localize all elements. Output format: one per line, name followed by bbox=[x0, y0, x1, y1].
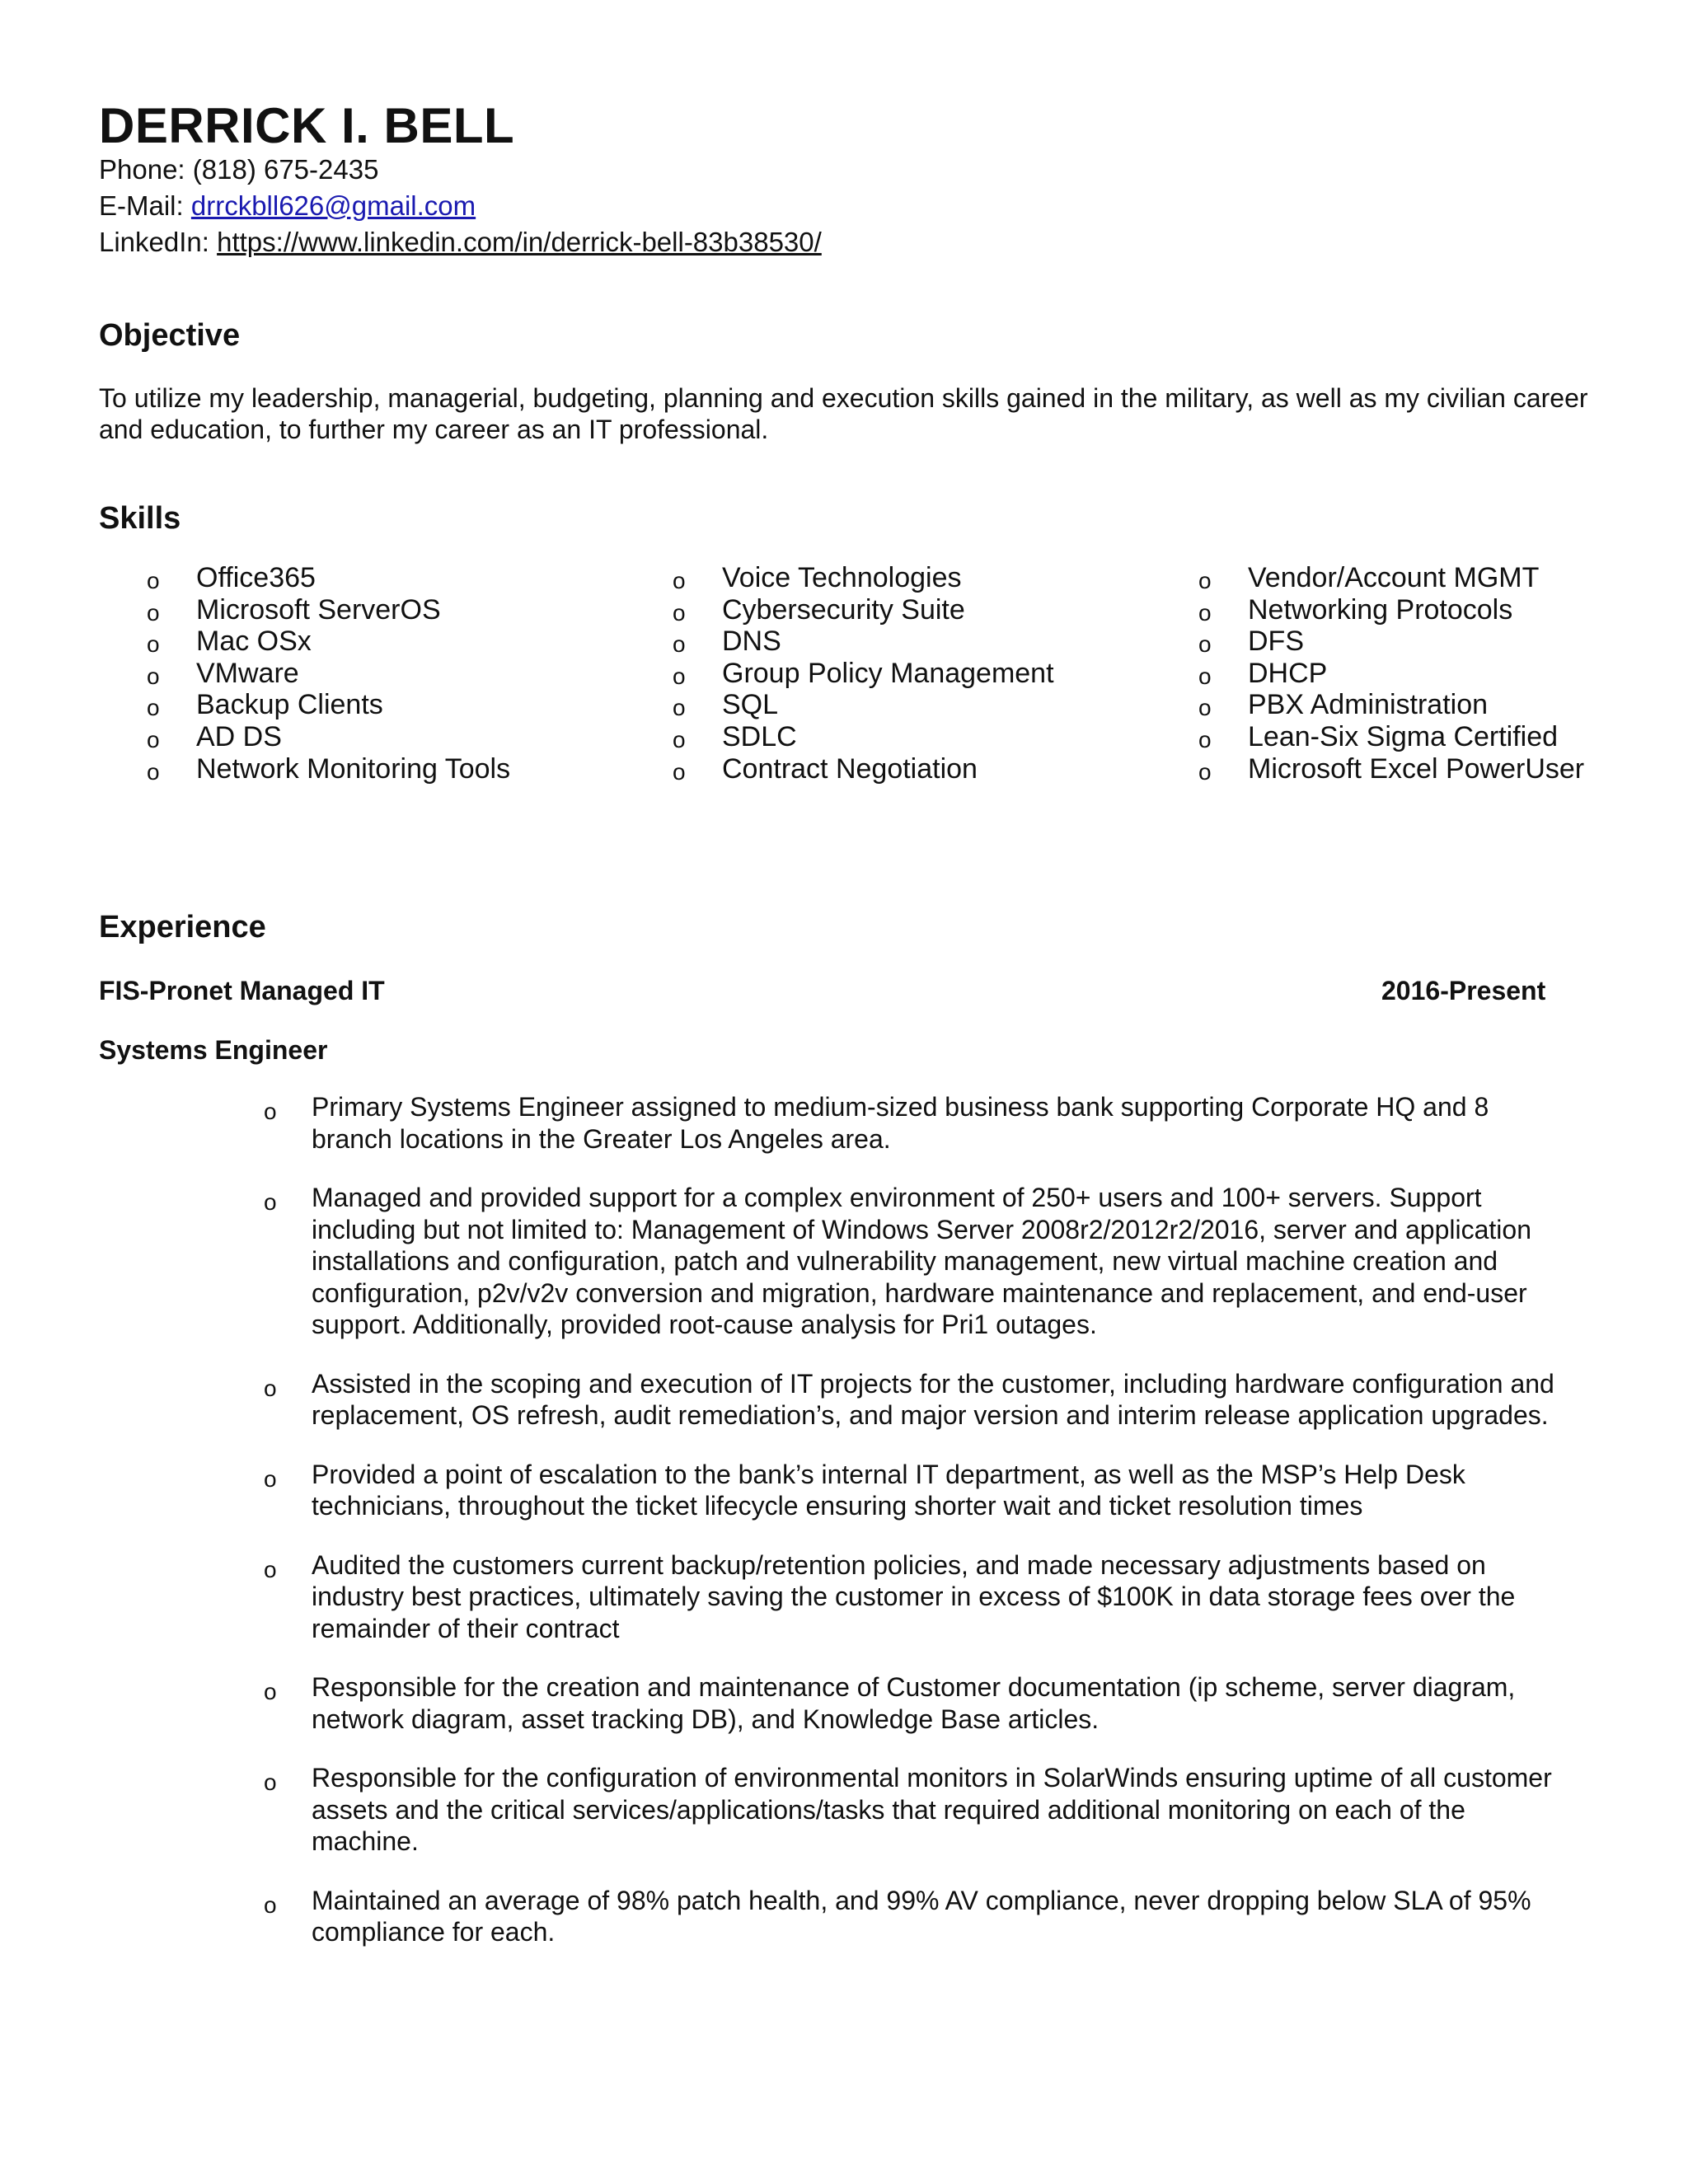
linkedin-line bbox=[99, 226, 822, 259]
skill-label: Cybersecurity Suite bbox=[722, 593, 965, 626]
skill-item bbox=[673, 658, 1054, 690]
bullet-circle-icon: o bbox=[1198, 599, 1212, 626]
skill-label: Networking Protocols bbox=[1248, 593, 1513, 626]
experience-bullet-text: Managed and provided support for a complex environment of 250+ users and 100+ servers. Support including but not limited to: Management of Windows Server 2008r2/2012r2/2016, server and application installations and configuration, patch and vulnerability management, new virtual machine creation and configuration, p2v/v2v conversion and migration, hardware maintenance and replacement, and end-user support. Additionally, provided root-cause analysis for Pri1 outages. bbox=[312, 1183, 1531, 1339]
bullet-circle-icon: o bbox=[147, 695, 160, 721]
skill-item bbox=[147, 562, 510, 594]
skill-label: Microsoft Excel PowerUser bbox=[1248, 752, 1585, 785]
bullet-circle-icon: o bbox=[1198, 568, 1212, 593]
skill-item bbox=[673, 626, 1054, 658]
bullet-circle-icon: o bbox=[1198, 631, 1212, 658]
experience-bullet-text: Provided a point of escalation to the bank’s internal IT department, as well as the MSP’s Help Desk technicians, throughout the ticket lifecycle ensuring shorter wait and ticket resolution times bbox=[312, 1459, 1465, 1521]
experience-bullet-text: Assisted in the scoping and execution of IT projects for the customer, including hardware configuration and replacement, OS refresh, audit remediation’s, and major version and interim release application upgrades. bbox=[312, 1368, 1554, 1430]
skill-item bbox=[1198, 721, 1584, 753]
experience-heading: Experience bbox=[99, 910, 266, 944]
bullet-circle-icon: o bbox=[264, 1769, 277, 1795]
skill-label: Lean-Six Sigma Certified bbox=[1248, 720, 1559, 752]
skill-item bbox=[673, 753, 1054, 785]
skill-item bbox=[147, 626, 510, 658]
skill-label: Contract Negotiation bbox=[722, 752, 978, 785]
job-title: Systems Engineer bbox=[99, 1035, 328, 1065]
company-name: FIS-Pronet Managed IT bbox=[99, 976, 385, 1005]
skill-label: Voice Technologies bbox=[722, 562, 962, 593]
skill-label: Mac OSx bbox=[196, 626, 312, 658]
skill-item bbox=[673, 721, 1054, 753]
experience-bullet-item bbox=[264, 1182, 1574, 1341]
skill-label: Backup Clients bbox=[196, 689, 383, 721]
bullet-circle-icon: o bbox=[673, 631, 686, 658]
skill-label: AD DS bbox=[196, 720, 282, 752]
job-dates: 2016-Present bbox=[1381, 976, 1546, 1005]
skill-label: Office365 bbox=[196, 562, 316, 593]
skill-label: SDLC bbox=[722, 720, 797, 752]
skill-label: DHCP bbox=[1248, 657, 1328, 689]
skills-column-2 bbox=[673, 562, 1054, 785]
email-link[interactable]: drrckbll626@gmail.com bbox=[190, 190, 476, 221]
experience-bullet-item bbox=[264, 1671, 1574, 1735]
skill-item bbox=[1198, 753, 1584, 785]
experience-bullet-item bbox=[264, 1368, 1574, 1432]
bullet-circle-icon: o bbox=[264, 1556, 277, 1582]
experience-bullet-text: Primary Systems Engineer assigned to medium-sized business bank supporting Corporate HQ and 8 branch locations in the Greater Los Angeles area. bbox=[312, 1092, 1489, 1154]
phone-line bbox=[99, 153, 378, 186]
skill-item bbox=[147, 594, 510, 626]
skill-item bbox=[147, 689, 510, 721]
skill-item bbox=[147, 753, 510, 785]
bullet-circle-icon: o bbox=[264, 1679, 277, 1704]
experience-bullet-item bbox=[264, 1549, 1574, 1645]
bullet-circle-icon: o bbox=[147, 663, 160, 689]
email-line bbox=[99, 190, 476, 223]
bullet-circle-icon: o bbox=[264, 1465, 277, 1492]
skill-label: Group Policy Management bbox=[722, 657, 1054, 689]
bullet-circle-icon: o bbox=[673, 758, 686, 785]
skill-item bbox=[147, 658, 510, 690]
bullet-circle-icon: o bbox=[1198, 663, 1212, 689]
experience-bullet-item bbox=[264, 1885, 1574, 1948]
bullet-circle-icon: o bbox=[1198, 726, 1212, 752]
skill-item bbox=[673, 689, 1054, 721]
bullet-circle-icon: o bbox=[147, 599, 160, 626]
skill-item bbox=[673, 594, 1054, 626]
bullet-circle-icon: o bbox=[673, 568, 686, 593]
skills-column-1 bbox=[147, 562, 510, 785]
bullet-circle-icon: o bbox=[673, 599, 686, 626]
phone-label: Phone: bbox=[99, 154, 185, 185]
bullet-circle-icon: o bbox=[147, 568, 160, 593]
skill-label: DNS bbox=[722, 626, 781, 658]
experience-bullet-text: Responsible for the creation and maintenance of Customer documentation (ip scheme, server diagram, network diagram, asset tracking DB), and Knowledge Base articles. bbox=[312, 1672, 1516, 1734]
skill-label: DFS bbox=[1248, 626, 1304, 658]
bullet-circle-icon: o bbox=[147, 726, 160, 752]
bullet-circle-icon: o bbox=[264, 1375, 277, 1401]
skill-item bbox=[1198, 594, 1584, 626]
bullet-circle-icon: o bbox=[147, 631, 160, 658]
experience-bullet-text: Audited the customers current backup/retention policies, and made necessary adjustments based on industry best practices, ultimately saving the customer in excess of $100K in data storage fees over the remainder of their contract bbox=[312, 1549, 1516, 1643]
skill-label: PBX Administration bbox=[1248, 689, 1489, 721]
skill-item bbox=[147, 721, 510, 753]
phone-number: (818) 675-2435 bbox=[192, 154, 379, 185]
experience-bullet-item bbox=[264, 1091, 1574, 1155]
skills-heading: Skills bbox=[99, 501, 181, 536]
skill-item bbox=[1198, 689, 1584, 721]
linkedin-link[interactable]: https://www.linkedin.com/in/derrick-bell-83b38530/ bbox=[217, 227, 822, 257]
objective-heading: Objective bbox=[99, 318, 241, 353]
experience-bullet-text: Maintained an average of 98% patch health, and 99% AV compliance, never dropping below SLA of 95% compliance for each. bbox=[312, 1885, 1531, 1947]
linkedin-label: LinkedIn: bbox=[99, 227, 209, 257]
skill-label: Microsoft ServerOS bbox=[196, 593, 441, 626]
bullet-circle-icon: o bbox=[673, 726, 686, 752]
skill-item bbox=[1198, 562, 1584, 594]
skill-item bbox=[673, 562, 1054, 594]
skill-label: Vendor/Account MGMT bbox=[1248, 562, 1540, 593]
experience-bullet-text: Responsible for the configuration of environmental monitors in SolarWinds ensuring uptime of all customer assets and the critical services/applications/tasks that required additional monitoring on each of the machine. bbox=[312, 1763, 1552, 1856]
bullet-circle-icon: o bbox=[673, 695, 686, 721]
experience-bullet-item bbox=[264, 1459, 1574, 1522]
experience-bullets bbox=[264, 1091, 1574, 1975]
skill-item bbox=[1198, 626, 1584, 658]
skill-label: Network Monitoring Tools bbox=[196, 752, 511, 785]
experience-bullet-item bbox=[264, 1762, 1574, 1858]
bullet-circle-icon: o bbox=[147, 758, 160, 785]
candidate-name: DERRICK I. BELL bbox=[99, 98, 515, 153]
bullet-circle-icon: o bbox=[1198, 695, 1212, 721]
bullet-circle-icon: o bbox=[264, 1189, 277, 1215]
skill-label: VMware bbox=[196, 657, 299, 689]
bullet-circle-icon: o bbox=[673, 663, 686, 689]
bullet-circle-icon: o bbox=[264, 1099, 277, 1124]
skill-label: SQL bbox=[722, 689, 779, 721]
email-label: E-Mail: bbox=[99, 190, 184, 221]
bullet-circle-icon: o bbox=[264, 1891, 277, 1918]
bullet-circle-icon: o bbox=[1198, 758, 1212, 785]
objective-text: To utilize my leadership, managerial, budgeting, planning and execution skills gained in the military, as well as my civilian career and education, to further my career as an IT professional. bbox=[99, 383, 1588, 444]
skill-item bbox=[1198, 658, 1584, 690]
skills-column-3 bbox=[1198, 562, 1584, 785]
